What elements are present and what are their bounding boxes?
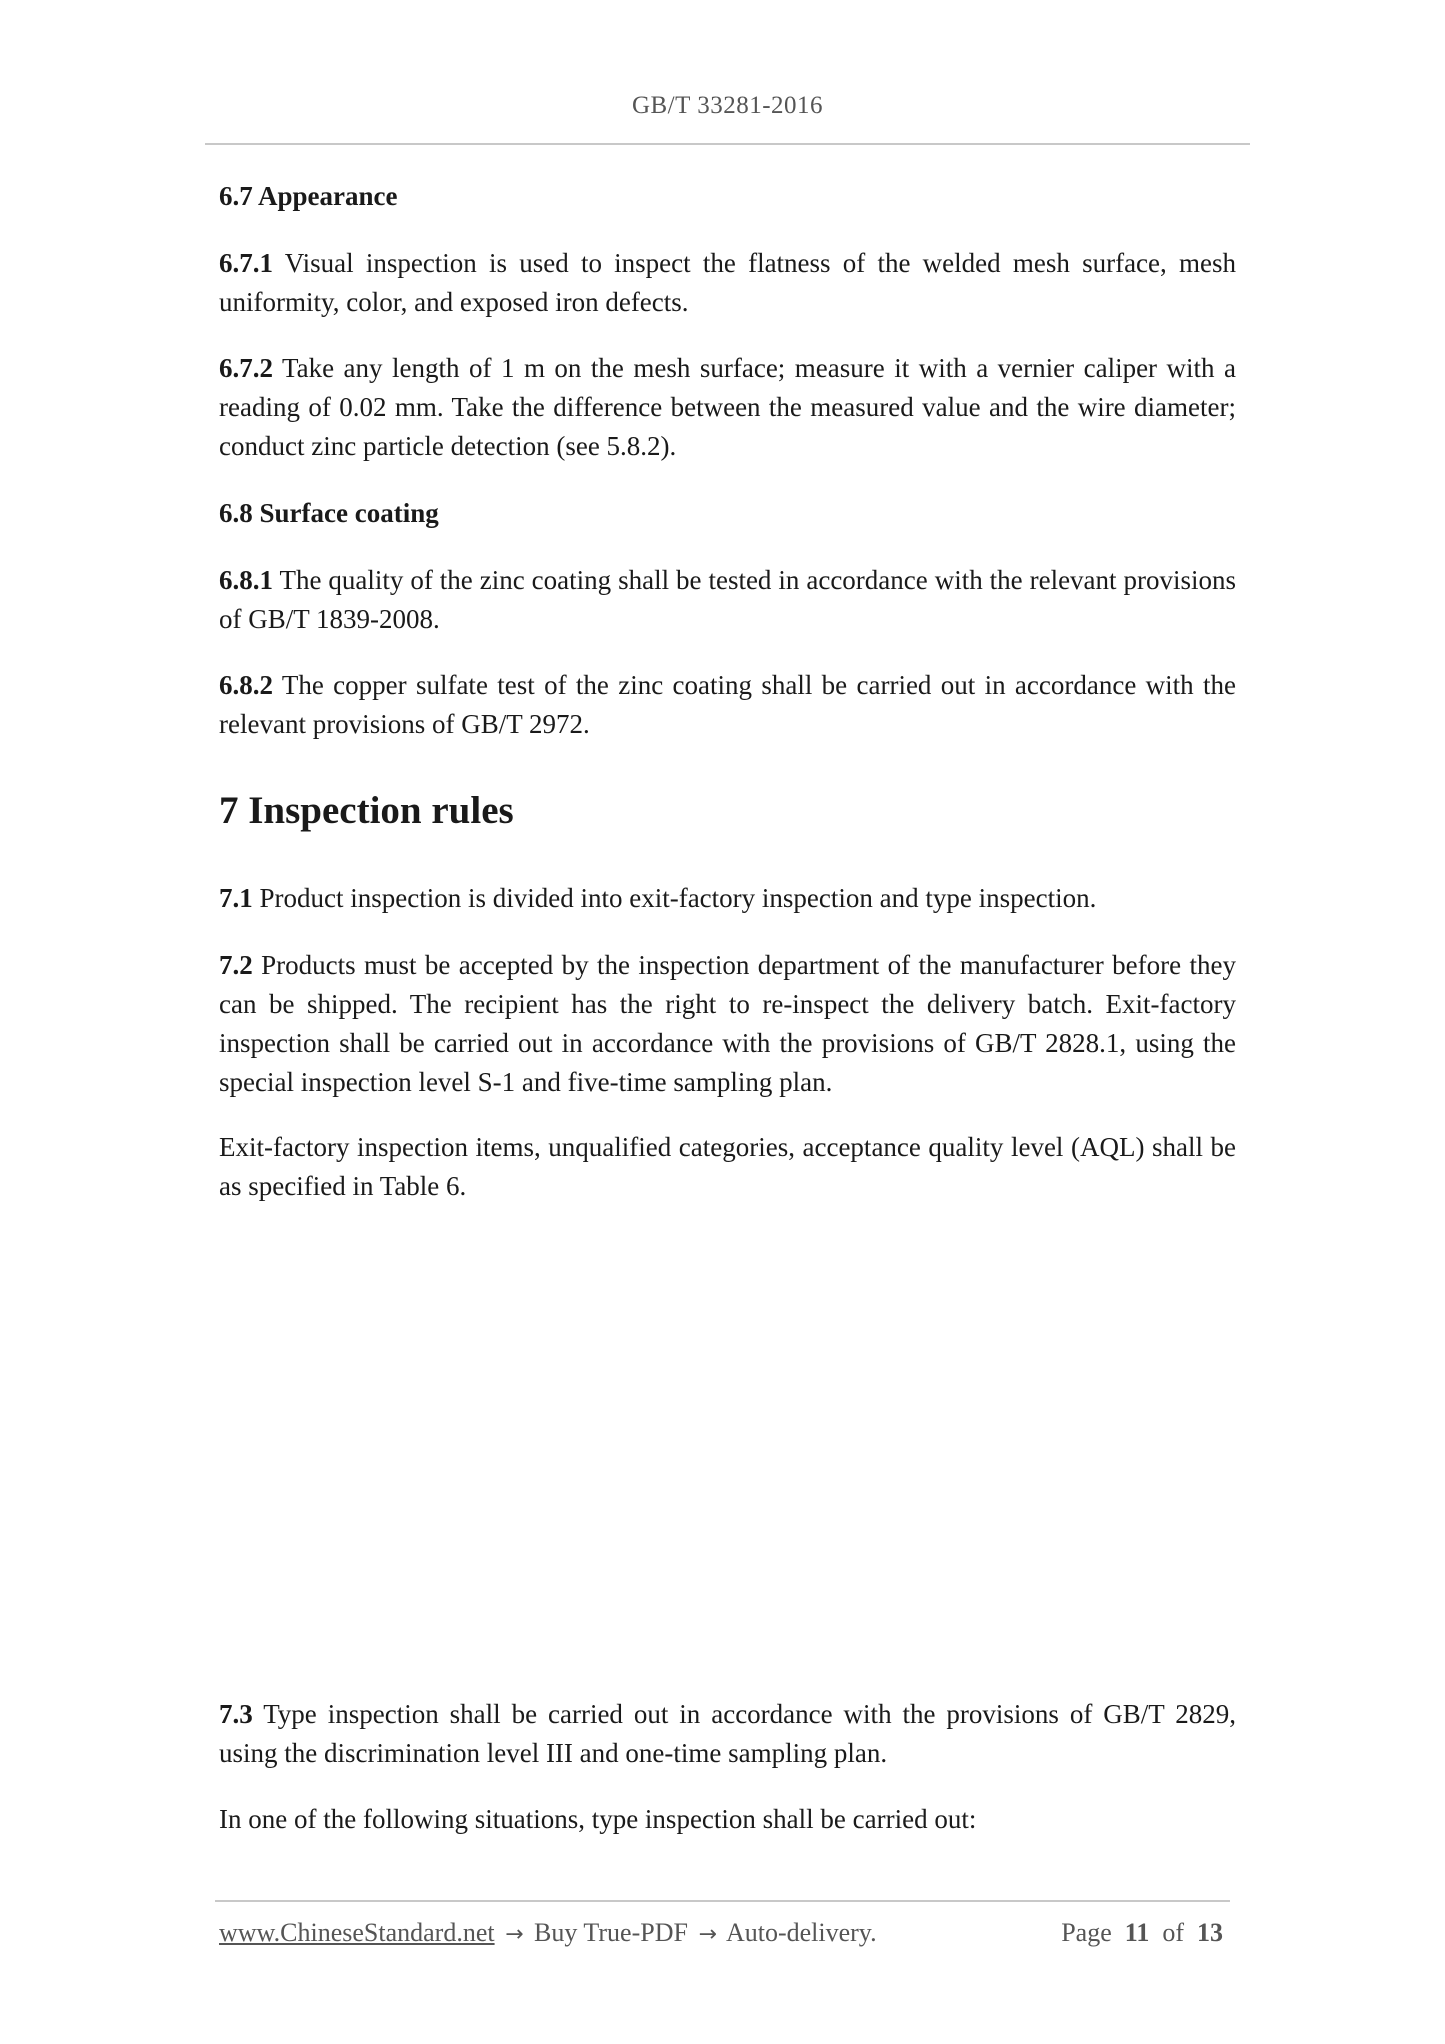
website-link[interactable]: www.ChineseStandard.net [219,1918,495,1947]
footer-divider [215,1900,1230,1902]
heading-6-7: 6.7 Appearance [219,181,398,211]
clause-text: Visual inspection is used to inspect the flatness of the welded mesh surface, mesh uniformity, color, and exposed iron defects. [219,248,1236,317]
clause-6-8-1 [219,561,1236,639]
clause-text: Product inspection is divided into exit-factory inspection and type inspection. [252,883,1097,913]
delivery-text: Auto-delivery. [725,1918,877,1947]
clause-text: The quality of the zinc coating shall be tested in accordance with the relevant provisions of GB/T 1839-2008. [219,565,1236,634]
heading-7: 7 Inspection rules [219,789,514,832]
heading-6-8: 6.8 Surface coating [219,498,439,528]
clause-7-3 [219,1695,1236,1773]
document-number-header: GB/T 33281-2016 [631,92,824,119]
of-label: of [1162,1918,1184,1947]
clause-6-7-2 [219,349,1236,466]
total-pages-number: 13 [1197,1918,1223,1947]
clause-number: 7.2 [219,950,253,980]
page-indicator [1061,1918,1223,1948]
clause-6-7-1 [219,244,1236,322]
clause-number: 7.3 [219,1699,253,1729]
buy-text: Buy True-PDF [534,1918,688,1947]
paragraph-type-inspection-situations: In one of the following situations, type inspection shall be carried out: [219,1804,977,1834]
clause-7-1 [219,879,1236,918]
footer-promo [219,1918,877,1948]
clause-text: Products must be accepted by the inspection department of the manufacturer before they can be shipped. The recipient has the right to re-inspect the delivery batch. Exit-factory inspection shall be carried out in accordance with the provisions of GB/T 2828.1, using the special inspection level S-1 and five-time sampling plan. [219,950,1236,1097]
clause-number: 6.7.1 [219,248,273,278]
clause-6-8-2 [219,666,1236,744]
arrow-right-icon: → [505,1922,524,1947]
clause-number: 7.1 [219,883,253,913]
clause-number: 6.8.1 [219,565,273,595]
clause-text: Take any length of 1 m on the mesh surface; measure it with a vernier caliper with a reading of 0.02 mm. Take the difference between the measured value and the wire diameter; conduct zinc particle detection (see 5.8.2). [219,353,1236,461]
page-label: Page [1061,1918,1112,1947]
clause-text: The copper sulfate test of the zinc coating shall be carried out in accordance with the relevant provisions of GB/T 2972. [219,670,1236,739]
clause-text: Type inspection shall be carried out in accordance with the provisions of GB/T 2829, using the discrimination level III and one-time sampling plan. [219,1699,1236,1768]
clause-number: 6.8.2 [219,670,273,700]
clause-number: 6.7.2 [219,353,273,383]
clause-7-2 [219,946,1236,1102]
paragraph-table-6-reference: Exit-factory inspection items, unqualified categories, acceptance quality level (AQL) shall be as specified in Table 6. [219,1132,1236,1201]
arrow-right-icon: → [698,1922,717,1947]
current-page-number: 11 [1124,1918,1150,1947]
header-divider [205,143,1250,145]
